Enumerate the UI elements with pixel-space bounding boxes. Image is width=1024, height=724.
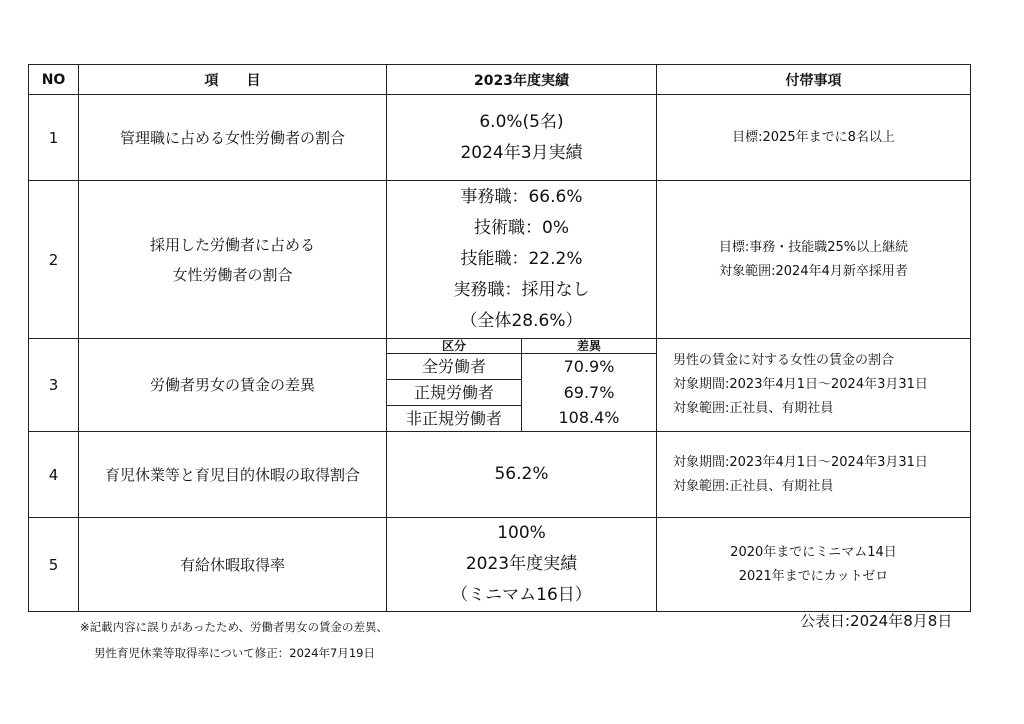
row-item (79, 181, 387, 339)
disclosure-table-wrapper (28, 64, 970, 612)
wage-gap-value: 70.9% (522, 354, 657, 380)
row-note-line: 目標:2025年までに8名以上 (732, 129, 895, 145)
row-result (387, 518, 657, 612)
row-result-line: 6.0%(5名) (479, 111, 564, 132)
row-result-line: （ミニマム16日） (451, 585, 592, 605)
wage-gap-cell (387, 339, 657, 432)
disclosure-table (28, 64, 971, 612)
header-item: 項 目 (79, 65, 387, 95)
footnote-line: 男性育児休業等取得率について修正：2024年7月19日 (94, 646, 375, 660)
row-note-line: 対象範囲:2024年4月新卒採用者 (719, 263, 908, 279)
row-result-line: 2024年3月実績 (460, 142, 583, 163)
table-row (29, 95, 971, 181)
row-item (79, 95, 387, 181)
row-result-line: 実務職：採用なし (453, 280, 590, 300)
header-no: NO (29, 65, 79, 95)
row-result-line: 技能職：22.2% (460, 249, 583, 269)
row-item-line: 管理職に占める女性労働者の割合 (119, 128, 345, 147)
row-result-line: 事務職：66.6% (460, 187, 583, 207)
wage-category: 非正規労働者 (387, 406, 522, 431)
footnote-line: ※記載内容に誤りがあったため、労働者男女の賃金の差異、 (80, 620, 389, 634)
row-item (79, 339, 387, 432)
row-note (657, 432, 971, 518)
row-item-line: 育児休業等と育児目的休暇の取得割合 (104, 465, 360, 484)
row-note (657, 95, 971, 181)
row-note-line: 対象範囲:正社員、有期社員 (673, 478, 834, 494)
row-result-line: 技術職：0% (474, 218, 569, 238)
row-note (657, 339, 971, 432)
row-number: 3 (29, 339, 79, 432)
wage-gap-value: 108.4% (522, 406, 657, 431)
row-note-line: 2020年までにミニマム14日 (730, 544, 897, 560)
row-number: 2 (29, 181, 79, 339)
row-item-line: 有給休暇取得率 (179, 555, 285, 574)
row-result-line: 2023年度実績 (465, 554, 578, 574)
row-result-line: 56.2% (494, 464, 549, 484)
header-result: 2023年度実績 (387, 65, 657, 95)
row-note (657, 518, 971, 612)
header-note: 付帯事項 (657, 65, 971, 95)
row-note-line: 対象期間:2023年4月1日～2024年3月31日 (673, 454, 928, 470)
row-note-line: 対象範囲:正社員、有期社員 (673, 401, 834, 416)
row-item-line: 採用した労働者に占める (149, 235, 315, 254)
row-number: 4 (29, 432, 79, 518)
table-header-row (29, 65, 971, 95)
wage-category: 全労働者 (421, 356, 486, 376)
footnote (80, 614, 388, 666)
table-row (29, 432, 971, 518)
row-result-line: （全体28.6%） (460, 311, 583, 331)
wage-category: 正規労働者 (387, 380, 522, 406)
row-item (79, 518, 387, 612)
row-result (387, 95, 657, 181)
row-note-line: 男性の賃金に対する女性の賃金の割合 (673, 353, 895, 368)
row-note-line: 対象期間:2023年4月1日～2024年3月31日 (673, 377, 928, 392)
row-note-line: 2021年までにカットゼロ (738, 568, 889, 584)
table-row (29, 518, 971, 612)
table-row (29, 181, 971, 339)
row-result-line: 100% (497, 523, 546, 543)
row-number: 1 (29, 95, 79, 181)
wage-gap-value: 69.7% (522, 380, 657, 406)
table-row (29, 339, 971, 432)
row-note (657, 181, 971, 339)
row-item-line: 女性労働者の割合 (172, 265, 293, 284)
wage-header-gap: 差異 (522, 339, 657, 354)
row-number: 5 (29, 518, 79, 612)
wage-header-category: 区分 (387, 339, 522, 354)
row-result (387, 181, 657, 339)
row-item-line: 労働者男女の賃金の差異 (149, 376, 315, 394)
row-result (387, 432, 657, 518)
row-note-line: 目標:事務・技能職25%以上継続 (718, 239, 909, 255)
row-item (79, 432, 387, 518)
published-date: 公表日:2024年8月8日 (800, 612, 953, 630)
wage-gap-table (387, 339, 656, 431)
